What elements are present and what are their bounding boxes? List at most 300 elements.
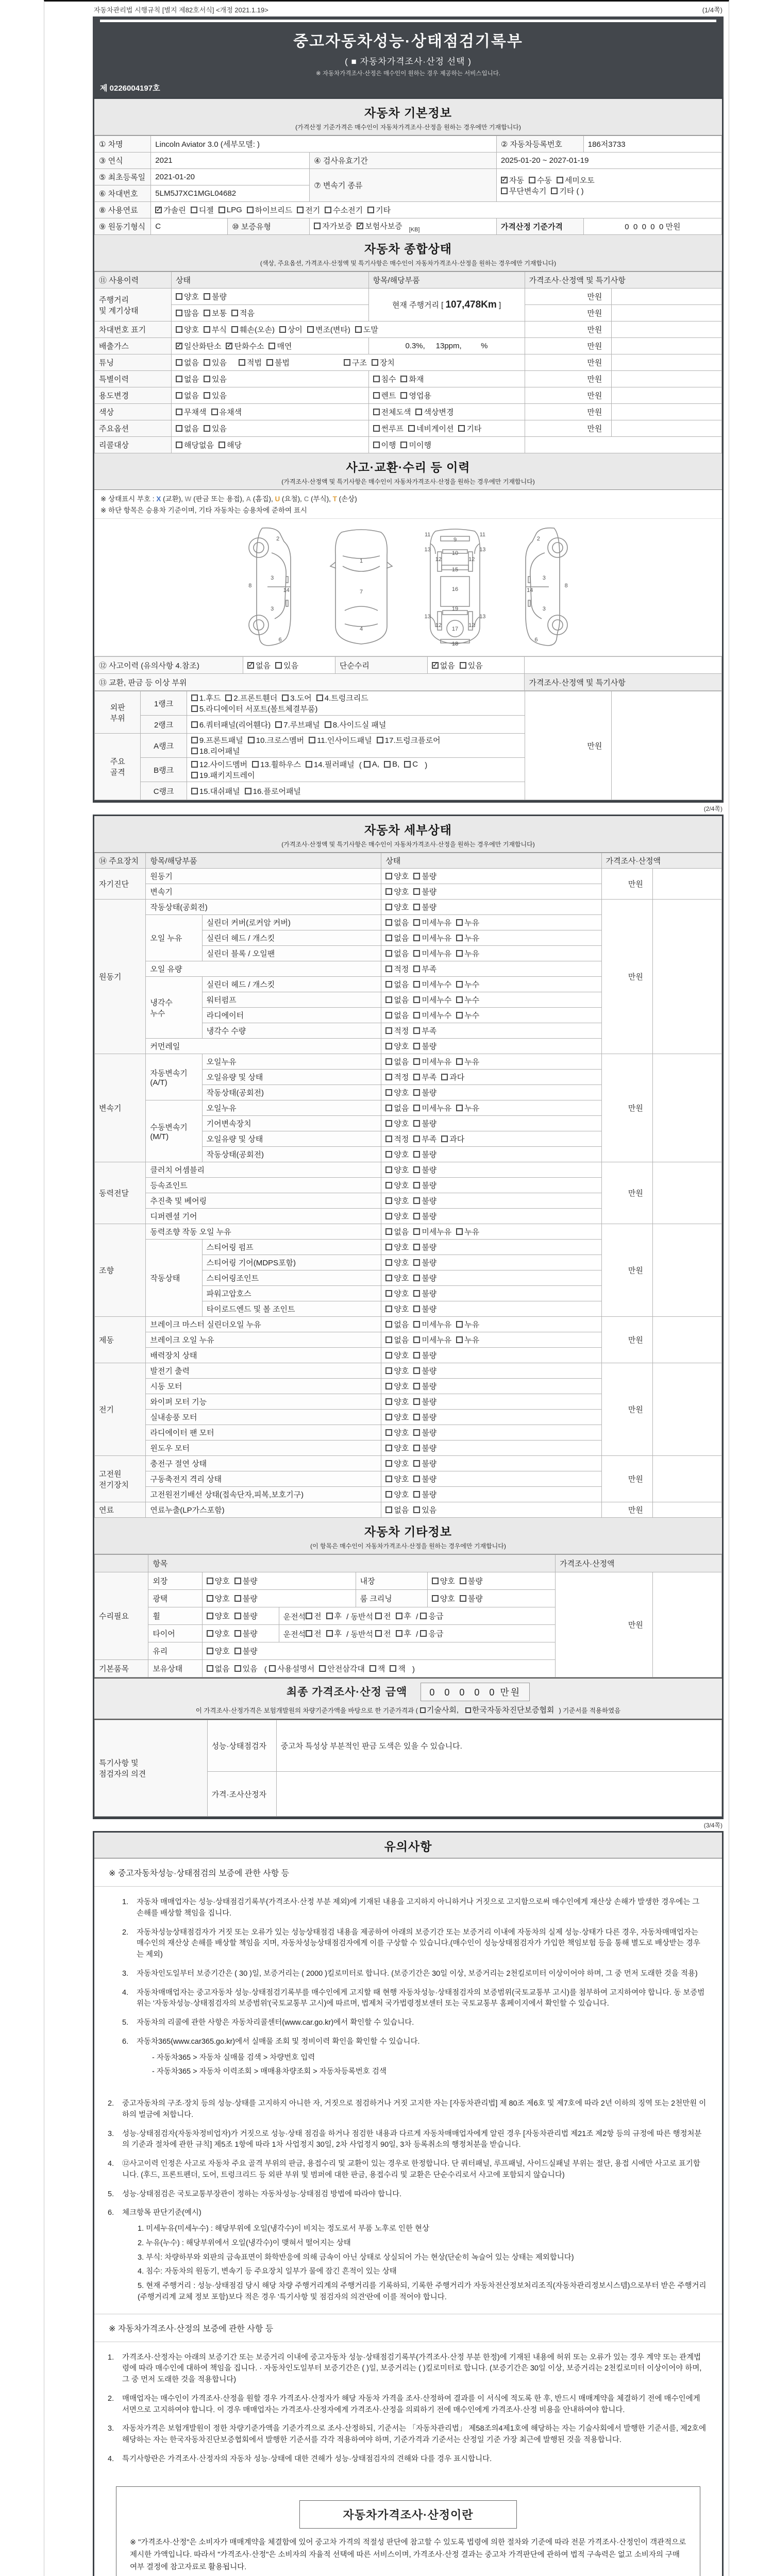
checkbox-option[interactable] <box>219 206 242 214</box>
checkbox-label: 양호 <box>394 1166 409 1175</box>
row-label <box>148 1607 202 1625</box>
cell-text: 만원 <box>628 1104 643 1113</box>
notice-item <box>108 2454 707 2465</box>
checkbox-label: 없음 <box>394 996 409 1005</box>
checkbox-option[interactable] <box>390 1663 406 1674</box>
table-row <box>95 1317 722 1332</box>
checkbox-option[interactable] <box>460 660 483 671</box>
checkbox-option[interactable] <box>413 1056 451 1067</box>
checkbox-option[interactable] <box>385 1489 409 1500</box>
checkbox-icon <box>219 442 225 448</box>
checkbox-option[interactable] <box>385 948 409 959</box>
checkbox-option[interactable] <box>385 1427 409 1438</box>
checkbox-option[interactable] <box>176 374 199 384</box>
checkbox-option[interactable] <box>239 357 262 368</box>
checkbox-label: 13.휠하우스 <box>260 760 301 770</box>
checkbox-option[interactable] <box>413 1319 451 1330</box>
checkbox-option[interactable] <box>355 324 378 335</box>
cell <box>172 321 525 338</box>
cell <box>187 734 525 758</box>
cell <box>381 1054 601 1070</box>
checkbox-option[interactable] <box>413 902 436 912</box>
checkbox-option[interactable] <box>413 1072 436 1082</box>
checkbox-option[interactable] <box>413 1473 436 1484</box>
checkbox-option[interactable] <box>204 357 227 368</box>
section-subtitle: (가격산정 기준가격은 매수인이 자동차가격조사·산정을 원하는 경우에만 기재합니다) <box>295 124 521 131</box>
checkbox-option[interactable] <box>432 1593 455 1604</box>
checkbox-option[interactable] <box>191 692 221 703</box>
cell-text: C랭크 <box>153 787 174 796</box>
checkbox-option[interactable] <box>385 1180 409 1191</box>
checkbox-icon <box>275 721 282 728</box>
checkbox-option[interactable] <box>204 291 227 302</box>
checkbox-option[interactable] <box>372 357 395 368</box>
checkbox-option[interactable] <box>456 948 479 959</box>
checkbox-option[interactable] <box>501 175 524 185</box>
checkbox-option[interactable] <box>413 1041 436 1052</box>
checkbox-option[interactable] <box>456 1334 479 1345</box>
checkbox-option[interactable] <box>385 1025 409 1036</box>
checkbox-option[interactable] <box>413 1427 436 1438</box>
checkbox-label: 18.리어패널 <box>199 747 240 756</box>
cell-text: 배출가스 <box>99 342 129 351</box>
checkbox-option[interactable] <box>306 1611 322 1621</box>
checkbox-option[interactable] <box>375 1611 391 1621</box>
checkbox-option[interactable] <box>413 1149 436 1160</box>
notice-item-number: 2. <box>122 1928 129 1937</box>
checkbox-option[interactable] <box>385 1242 409 1252</box>
checkbox-option[interactable] <box>385 1334 409 1345</box>
row-label <box>146 1054 202 1100</box>
checkbox-label: 상이 <box>287 326 303 334</box>
checkbox-option[interactable] <box>268 341 292 351</box>
checkbox-option[interactable] <box>385 1273 409 1283</box>
checkbox-option[interactable] <box>413 1412 436 1422</box>
checkbox-option[interactable] <box>385 1257 409 1268</box>
checkbox-option[interactable] <box>413 1489 436 1500</box>
checkbox-option[interactable] <box>415 406 453 417</box>
checkbox-option[interactable] <box>373 439 396 450</box>
checkbox-icon <box>204 425 210 432</box>
checkbox-option[interactable] <box>456 1056 479 1067</box>
checkbox-option[interactable] <box>207 1628 230 1639</box>
cell-text: 오일유량 및 상태 <box>206 1073 263 1082</box>
cell-text: 만원 <box>628 1475 643 1484</box>
cell-text: W <box>184 495 192 503</box>
checkbox-label: 유채색 <box>219 408 242 417</box>
cell-text: 오일누유 <box>206 1104 237 1113</box>
checkbox-option[interactable] <box>234 1663 258 1674</box>
checkbox-option[interactable] <box>385 979 409 990</box>
checkbox-option[interactable] <box>420 1628 443 1639</box>
checkbox-option[interactable] <box>252 759 301 770</box>
checkbox-option[interactable] <box>385 1443 409 1453</box>
cell <box>381 884 601 900</box>
cell-text: 기본품목 <box>99 1665 129 1674</box>
checkbox-option[interactable] <box>247 205 292 215</box>
checkbox-option[interactable] <box>385 1365 409 1376</box>
checkbox-option[interactable] <box>413 1303 436 1314</box>
cell <box>652 1502 721 1518</box>
checkbox-icon <box>307 326 314 333</box>
checkbox-option[interactable] <box>456 1319 479 1330</box>
checkbox-option[interactable] <box>367 205 391 215</box>
checkbox-option[interactable] <box>413 886 436 897</box>
checkbox-option[interactable] <box>325 205 363 215</box>
checkbox-option[interactable] <box>176 308 199 318</box>
checkbox-option[interactable] <box>413 1010 451 1021</box>
cell-text: 1랭크 <box>154 699 174 708</box>
checkbox-option[interactable] <box>413 1133 436 1144</box>
cell-text: 오일 누유 <box>150 934 182 943</box>
cell-text: U <box>275 495 280 503</box>
checkbox-option[interactable] <box>326 1611 342 1621</box>
checkbox-option[interactable] <box>373 423 404 434</box>
checkbox-option[interactable] <box>413 1118 436 1129</box>
checkbox-option[interactable] <box>400 439 431 450</box>
checkbox-option[interactable] <box>463 1704 554 1715</box>
checkbox-option[interactable] <box>245 786 301 796</box>
checkbox-option[interactable] <box>413 1180 436 1191</box>
checkbox-option[interactable] <box>385 1350 409 1361</box>
checkbox-label: 전기 <box>305 206 321 215</box>
status-code-legend <box>94 490 722 519</box>
checkbox-option[interactable] <box>176 291 199 302</box>
checkbox-option[interactable] <box>456 1226 479 1237</box>
checkbox-option[interactable] <box>226 341 264 351</box>
checkbox-option[interactable] <box>373 406 411 417</box>
cell-text: 라디에이터 <box>206 1011 244 1021</box>
diagram-part-number: 8 <box>564 582 568 589</box>
checkbox-option[interactable] <box>413 1350 436 1361</box>
checkbox-option[interactable] <box>385 1072 409 1082</box>
checkbox-icon <box>326 1613 333 1619</box>
checkbox-option[interactable] <box>176 341 221 351</box>
checkbox-option[interactable] <box>413 1381 436 1392</box>
checkbox-option[interactable] <box>307 324 350 335</box>
checkbox-option[interactable] <box>418 1704 459 1715</box>
checkbox-label: 도말 <box>363 326 378 334</box>
checkbox-option[interactable] <box>385 1149 409 1160</box>
checkbox-option[interactable] <box>413 1334 451 1345</box>
checkbox-option[interactable] <box>373 390 396 401</box>
checkbox-icon <box>460 1595 466 1602</box>
checkbox-option[interactable] <box>377 735 441 745</box>
checkbox-option[interactable] <box>413 1195 436 1206</box>
row-label <box>146 1193 381 1209</box>
cell <box>381 1410 601 1425</box>
checkbox-option[interactable] <box>385 902 409 912</box>
checkbox-option[interactable] <box>460 1575 483 1586</box>
checkbox-option[interactable] <box>385 1056 409 1067</box>
checkbox-label: 세미오토 <box>564 176 595 185</box>
checkbox-option[interactable] <box>404 760 418 769</box>
checkbox-label: 있음 <box>242 1665 258 1674</box>
checkbox-option[interactable] <box>413 1458 436 1469</box>
checkbox-option[interactable] <box>385 1396 409 1407</box>
checkbox-icon <box>269 1665 276 1672</box>
checkbox-option[interactable] <box>207 1593 230 1604</box>
checkbox-option[interactable] <box>385 1288 409 1299</box>
checkbox-option[interactable] <box>234 1575 258 1586</box>
checkbox-option[interactable] <box>384 760 399 769</box>
checkbox-option[interactable] <box>176 406 206 417</box>
checkbox-option[interactable] <box>234 1593 258 1604</box>
checkbox-option[interactable] <box>413 1443 436 1453</box>
checkbox-icon <box>373 376 380 382</box>
checkbox-option[interactable] <box>275 660 298 671</box>
checkbox-option[interactable] <box>357 221 402 231</box>
checkbox-option[interactable] <box>319 1663 364 1674</box>
checkbox-option[interactable] <box>385 1303 409 1314</box>
checkbox-option[interactable] <box>529 175 552 185</box>
checkbox-option[interactable] <box>385 1010 409 1021</box>
checkbox-option[interactable] <box>385 917 409 928</box>
cell-text: 브레이크 오일 누유 <box>150 1336 214 1345</box>
checkbox-label: 없음 <box>184 359 199 367</box>
checkbox-option[interactable] <box>413 1504 436 1515</box>
checkbox-option[interactable] <box>191 205 214 215</box>
cell-text: 만원 <box>628 1189 643 1198</box>
checkbox-option[interactable] <box>456 1010 479 1021</box>
checkbox-option[interactable] <box>396 1628 412 1639</box>
checkbox-option[interactable] <box>204 374 227 384</box>
checkbox-icon <box>385 950 392 957</box>
row-label <box>202 992 381 1008</box>
checkbox-icon <box>385 981 392 988</box>
checkbox-option[interactable] <box>413 1396 436 1407</box>
checkbox-option[interactable] <box>441 1072 464 1082</box>
checkbox-option[interactable] <box>458 423 481 434</box>
checkbox-option[interactable] <box>247 660 271 671</box>
checkbox-option[interactable] <box>207 1646 230 1656</box>
cell <box>276 1772 721 1817</box>
etc-info-table <box>94 1554 722 1677</box>
checkbox-option[interactable] <box>297 205 320 215</box>
checkbox-option[interactable] <box>413 1257 436 1268</box>
checkbox-option[interactable] <box>432 660 455 671</box>
cell <box>243 657 335 674</box>
checkbox-icon <box>176 343 182 349</box>
checkbox-option[interactable] <box>204 324 227 335</box>
checkbox-option[interactable] <box>413 963 436 974</box>
checkbox-option[interactable] <box>413 933 451 943</box>
checkbox-option[interactable] <box>369 1663 385 1674</box>
checkbox-option[interactable] <box>385 1118 409 1129</box>
checkbox-label: 양호 <box>394 1444 409 1453</box>
checkbox-option[interactable] <box>207 1611 230 1621</box>
checkbox-icon <box>207 1665 213 1672</box>
checkbox-option[interactable] <box>413 1025 436 1036</box>
checkbox-option[interactable] <box>191 719 271 730</box>
checkbox-option[interactable] <box>176 423 199 434</box>
checkbox-option[interactable] <box>385 1164 409 1175</box>
checkbox-option[interactable] <box>191 786 240 796</box>
checkbox-option[interactable] <box>385 1211 409 1222</box>
checkbox-option[interactable] <box>385 933 409 943</box>
checkbox-option[interactable] <box>269 1663 314 1674</box>
checkbox-option[interactable] <box>191 703 318 714</box>
checkbox-label: 양호 <box>394 903 409 912</box>
checkbox-option[interactable] <box>420 1611 443 1621</box>
checkbox-option[interactable] <box>441 1133 464 1144</box>
checkbox-option[interactable] <box>282 692 312 703</box>
checkbox-option[interactable] <box>413 1211 436 1222</box>
checkbox-icon <box>367 207 374 213</box>
checkbox-option[interactable] <box>234 1611 258 1621</box>
notice-item-number: 6. <box>108 2209 114 2217</box>
checkbox-option[interactable] <box>234 1628 258 1639</box>
checkbox-option[interactable] <box>155 205 186 215</box>
notice-item <box>122 2018 707 2029</box>
cell-text: ④ 검사유효기간 <box>314 157 368 165</box>
checkbox-option[interactable] <box>456 994 479 1005</box>
checkbox-icon <box>400 442 407 448</box>
checkbox-option[interactable] <box>408 423 453 434</box>
checkbox-option[interactable] <box>373 374 396 384</box>
price-cell <box>601 1456 652 1502</box>
checkbox-option[interactable] <box>385 1087 409 1098</box>
checkbox-option[interactable] <box>385 1381 409 1392</box>
checkbox-option[interactable] <box>176 439 214 450</box>
checkbox-option[interactable] <box>385 886 409 897</box>
notice-block1-title: ※ 중고자동차성능·상태점검의 보증에 관한 사항 등 <box>94 1858 722 1887</box>
checkbox-option[interactable] <box>413 1242 436 1252</box>
cell-text: Lincoln Aviator 3.0 (세부모델: ) <box>155 140 260 149</box>
row-label <box>202 930 381 946</box>
checkbox-option[interactable] <box>176 324 199 335</box>
checkbox-option[interactable] <box>279 324 303 335</box>
checkbox-option[interactable] <box>385 1504 409 1515</box>
checkbox-option[interactable] <box>413 1273 436 1283</box>
checkbox-option[interactable] <box>413 917 451 928</box>
checkbox-option[interactable] <box>385 1473 409 1484</box>
notice-subitem: - 자동차365 > 자동차 실매물 검색 > 차량번호 입력 <box>152 2053 315 2062</box>
checkbox-option[interactable] <box>326 1628 342 1639</box>
checkbox-option[interactable] <box>375 1628 391 1639</box>
checkbox-label: 미세누유 <box>422 1228 452 1237</box>
cell-text: ⑭ 주요장치 <box>99 857 139 866</box>
checkbox-option[interactable] <box>207 1575 230 1586</box>
checkbox-option[interactable] <box>309 735 372 745</box>
checkbox-option[interactable] <box>306 759 355 770</box>
checkbox-option[interactable] <box>385 1458 409 1469</box>
checkbox-option[interactable] <box>501 185 546 196</box>
row-label <box>146 1348 381 1363</box>
checkbox-option[interactable] <box>456 917 479 928</box>
checkbox-option[interactable] <box>191 735 243 745</box>
checkbox-option[interactable] <box>432 1575 455 1586</box>
data-table <box>94 1720 722 1817</box>
checkbox-option[interactable] <box>413 994 451 1005</box>
checkbox-option[interactable] <box>413 1365 436 1376</box>
checkbox-option[interactable] <box>413 1103 451 1113</box>
checkbox-option[interactable] <box>557 175 595 185</box>
checkbox-option[interactable] <box>400 374 424 384</box>
checkbox-option[interactable] <box>314 221 352 231</box>
checkbox-option[interactable] <box>396 1611 412 1621</box>
checkbox-option[interactable] <box>456 933 479 943</box>
checkbox-icon <box>413 1306 420 1312</box>
checkbox-icon <box>377 737 383 743</box>
row-label <box>146 1209 381 1224</box>
checkbox-option[interactable] <box>211 406 242 417</box>
checkbox-option[interactable] <box>413 1164 436 1175</box>
row-label <box>207 1772 276 1817</box>
notice-item <box>108 2098 707 2121</box>
checkbox-option[interactable] <box>204 390 227 401</box>
checkbox-option[interactable] <box>385 1133 409 1144</box>
checkbox-option[interactable] <box>551 185 583 196</box>
checkbox-option[interactable] <box>413 1087 436 1098</box>
checkbox-option[interactable] <box>191 759 247 770</box>
checkbox-option[interactable] <box>248 735 304 745</box>
checkbox-icon <box>413 873 420 879</box>
checkbox-option[interactable] <box>413 1226 451 1237</box>
checkbox-option[interactable] <box>413 979 451 990</box>
cell-text: 외판 부위 <box>110 703 125 723</box>
checkbox-option[interactable] <box>234 1646 258 1656</box>
checkbox-label: 불량 <box>422 1274 437 1283</box>
checkbox-option[interactable] <box>344 357 367 368</box>
checkbox-option[interactable] <box>176 357 199 368</box>
checkbox-option[interactable] <box>364 760 379 769</box>
column-header <box>368 272 525 289</box>
checkbox-option[interactable] <box>266 357 290 368</box>
checkbox-option[interactable] <box>306 1628 322 1639</box>
checkbox-option[interactable] <box>385 1195 409 1206</box>
checkbox-option[interactable] <box>385 963 409 974</box>
checkbox-label: 없음 <box>394 1104 409 1113</box>
checkbox-option[interactable] <box>204 423 227 434</box>
checkbox-option[interactable] <box>191 770 255 781</box>
checkbox-option[interactable] <box>413 1288 436 1299</box>
checkbox-option[interactable] <box>456 979 479 990</box>
checkbox-option[interactable] <box>413 871 436 882</box>
cell-text: 용도변경 <box>99 392 129 400</box>
checkbox-option[interactable] <box>460 1593 483 1604</box>
checkbox-option[interactable] <box>385 1412 409 1422</box>
checkbox-option[interactable] <box>219 439 242 450</box>
checkbox-option[interactable] <box>385 1041 409 1052</box>
checkbox-icon <box>204 376 210 382</box>
checkbox-option[interactable] <box>204 308 227 318</box>
row-label <box>310 169 497 202</box>
notice-item-text: 체크항목 판단기준(예시) <box>122 2209 201 2217</box>
checkbox-option[interactable] <box>191 745 240 756</box>
checkbox-option[interactable] <box>385 871 409 882</box>
checkbox-option[interactable] <box>316 692 368 703</box>
checkbox-option[interactable] <box>176 390 199 401</box>
checkbox-option[interactable] <box>385 1226 409 1237</box>
checkbox-option[interactable] <box>225 692 277 703</box>
row-label <box>95 437 172 453</box>
checkbox-option[interactable] <box>231 324 275 335</box>
cell-text: 만원 <box>587 309 602 318</box>
checkbox-label: 미세누유 <box>422 1336 452 1345</box>
checkbox-option[interactable] <box>275 719 320 730</box>
checkbox-option[interactable] <box>385 1103 409 1113</box>
checkbox-option[interactable] <box>325 719 386 730</box>
checkbox-option[interactable] <box>385 994 409 1005</box>
checkbox-option[interactable] <box>231 308 255 318</box>
checkbox-option[interactable] <box>456 1103 479 1113</box>
checkbox-option[interactable] <box>400 390 431 401</box>
checkbox-option[interactable] <box>207 1663 230 1674</box>
checkbox-icon <box>231 310 238 316</box>
checkbox-option[interactable] <box>385 1319 409 1330</box>
checkbox-option[interactable] <box>413 948 451 959</box>
